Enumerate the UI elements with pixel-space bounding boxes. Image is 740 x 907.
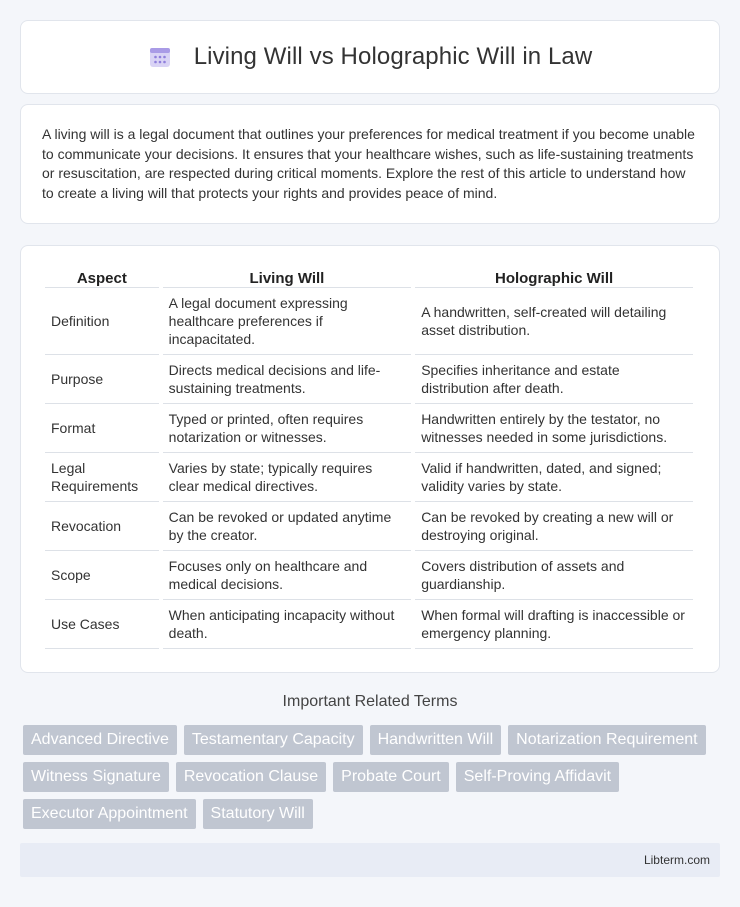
aspect-cell: Use Cases bbox=[45, 600, 159, 649]
page-title: Living Will vs Holographic Will in Law bbox=[193, 43, 593, 70]
intro-card bbox=[20, 104, 720, 224]
aspect-cell: Format bbox=[45, 404, 159, 453]
living-will-cell: Focuses only on healthcare and medical decisions. bbox=[163, 551, 412, 600]
living-will-cell: Typed or printed, often requires notarization or witnesses. bbox=[163, 404, 412, 453]
aspect-cell: Legal Requirements bbox=[45, 453, 159, 502]
tag-handwritten-will[interactable]: Handwritten Will bbox=[370, 725, 502, 755]
aspect-cell: Scope bbox=[45, 551, 159, 600]
living-will-cell: Can be revoked or updated anytime by the creator. bbox=[163, 502, 412, 551]
table-row bbox=[45, 288, 693, 355]
aspect-cell: Definition bbox=[45, 288, 159, 355]
holographic-will-cell: Handwritten entirely by the testator, no witnesses needed in some jurisdictions. bbox=[415, 404, 693, 453]
aspect-cell: Purpose bbox=[45, 355, 159, 404]
table-row bbox=[45, 502, 693, 551]
header-aspect: Aspect bbox=[45, 266, 159, 288]
holographic-will-cell: When formal will drafting is inaccessible or emergency planning. bbox=[415, 600, 693, 649]
tag-witness-signature[interactable]: Witness Signature bbox=[23, 762, 169, 792]
tag-statutory-will[interactable]: Statutory Will bbox=[203, 799, 313, 829]
table-header-row bbox=[45, 266, 693, 288]
calendar-grid-icon bbox=[148, 45, 172, 69]
header-living-will: Living Will bbox=[163, 266, 412, 288]
intro-paragraph: A living will is a legal document that outlines your preferences for medical treatment if you become unable to communicate your decisions. It ensures that your healthcare wishes, such as life-sustaining treatments or resuscitation, are respected during critical moments. Explore the rest of this article to understand how to create a living will that protects your rights and provides peace of mind. bbox=[42, 126, 695, 201]
tag-testamentary-capacity[interactable]: Testamentary Capacity bbox=[184, 725, 363, 755]
footer bbox=[20, 843, 720, 877]
tag-executor-appointment[interactable]: Executor Appointment bbox=[23, 799, 196, 829]
table-row bbox=[45, 551, 693, 600]
holographic-will-cell: A handwritten, self-created will detailing asset distribution. bbox=[415, 288, 693, 355]
table-row bbox=[45, 600, 693, 649]
related-terms-title: Important Related Terms bbox=[282, 693, 458, 710]
related-terms-list bbox=[23, 725, 723, 836]
table-row bbox=[45, 404, 693, 453]
holographic-will-cell: Specifies inheritance and estate distribution after death. bbox=[415, 355, 693, 404]
tag-revocation-clause[interactable]: Revocation Clause bbox=[176, 762, 326, 792]
holographic-will-cell: Valid if handwritten, dated, and signed; validity varies by state. bbox=[415, 453, 693, 502]
tag-advanced-directive[interactable]: Advanced Directive bbox=[23, 725, 177, 755]
header-card bbox=[20, 20, 720, 94]
table-row bbox=[45, 453, 693, 502]
living-will-cell: Varies by state; typically requires clear medical directives. bbox=[163, 453, 412, 502]
tag-self-proving-affidavit[interactable]: Self-Proving Affidavit bbox=[456, 762, 619, 792]
header-holographic-will: Holographic Will bbox=[415, 266, 693, 288]
living-will-cell: A legal document expressing healthcare preferences if incapacitated. bbox=[163, 288, 412, 355]
tag-notarization-requirement[interactable]: Notarization Requirement bbox=[508, 725, 705, 755]
table-row bbox=[45, 355, 693, 404]
comparison-card bbox=[20, 245, 720, 673]
holographic-will-cell: Can be revoked by creating a new will or destroying original. bbox=[415, 502, 693, 551]
footer-brand[interactable]: Libterm.com bbox=[643, 853, 710, 867]
tag-probate-court[interactable]: Probate Court bbox=[333, 762, 449, 792]
living-will-cell: When anticipating incapacity without death. bbox=[163, 600, 412, 649]
comparison-table bbox=[41, 266, 697, 649]
aspect-cell: Revocation bbox=[45, 502, 159, 551]
living-will-cell: Directs medical decisions and life-sustaining treatments. bbox=[163, 355, 412, 404]
holographic-will-cell: Covers distribution of assets and guardianship. bbox=[415, 551, 693, 600]
